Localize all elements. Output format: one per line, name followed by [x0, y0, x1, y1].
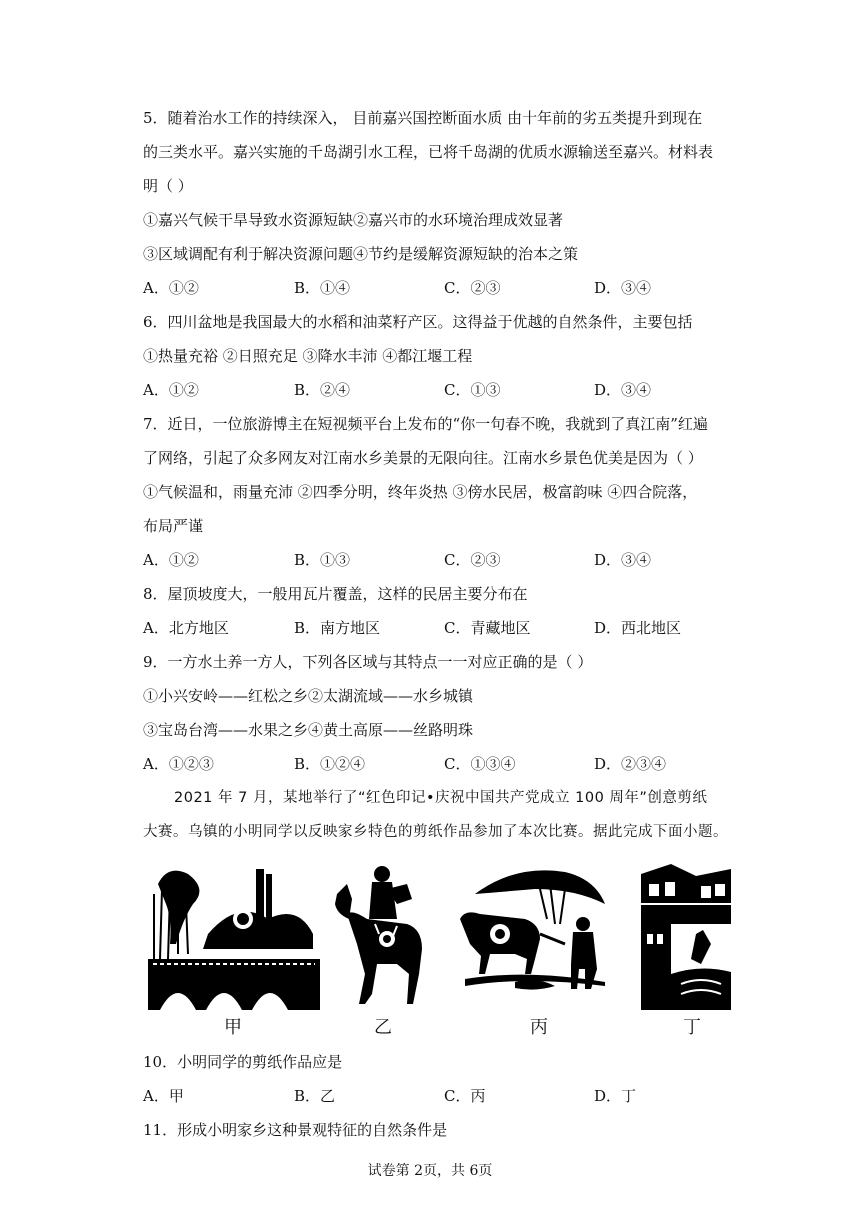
- q5-stem-line1: 5．随着治水工作的持续深入， 目前嘉兴国控断面水质 由十年前的劣五类提升到现在: [143, 109, 703, 127]
- q7-statement-1: ①气候温和，雨量充沛 ②四季分明，终年炎热 ③傍水民居，极富韵味 ④四合院落，: [143, 483, 698, 501]
- q8-option-b: B．南方地区: [294, 619, 381, 637]
- q6-statement-1: ①热量充裕 ②日照充足 ③降水丰沛 ④都江堰工程: [143, 347, 473, 365]
- q9-statement-2: ③宝岛台湾——水果之乡④黄土高原——丝路明珠: [143, 721, 474, 739]
- q9-option-c: C．①③④: [444, 755, 516, 773]
- caption-jia: 甲: [224, 1017, 242, 1038]
- intro-line1: 2021 年 7 月，某地举行了“红色印记•庆祝中国共产党成立 100 周年”创意剪纸: [174, 790, 708, 806]
- q9-option-a: A．①②③: [143, 755, 214, 773]
- q6-option-b: B．②④: [294, 381, 351, 399]
- q8-option-c: C．青藏地区: [444, 619, 531, 637]
- q5-stem-line2: 的三类水平。嘉兴实施的千岛湖引水工程，已将千岛湖的优质水源输送至嘉兴。材料表: [143, 143, 714, 161]
- q7-option-a: A．①②: [143, 551, 199, 569]
- caption-ding: 丁: [683, 1017, 701, 1038]
- q5-statement-1: ①嘉兴气候干旱导致水资源短缺②嘉兴市的水环境治理成效显著: [143, 211, 564, 229]
- q5-statement-2: ③区域调配有利于解决资源问题④节约是缓解资源短缺的治本之策: [143, 245, 579, 263]
- q7-stem-line2: 了网络，引起了众多网友对江南水乡美景的无限向往。江南水乡景色优美是因为（ ）: [143, 449, 703, 467]
- q7-option-b: B．①③: [294, 551, 351, 569]
- q5-stem-line3: 明（ ）: [143, 177, 193, 195]
- q5-option-a: A．①②: [143, 279, 199, 297]
- q10-option-c: C．丙: [444, 1087, 486, 1105]
- q6-option-a: A．①②: [143, 381, 199, 399]
- q9-statement-1: ①小兴安岭——红松之乡②太湖流域——水乡城镇: [143, 687, 474, 705]
- page-footer: 试卷第 2页，共 6页: [367, 1163, 493, 1179]
- papercut-bing-image: [455, 864, 611, 1010]
- q8-stem: 8．屋顶坡度大，一般用瓦片覆盖，这样的民居主要分布在: [143, 585, 528, 603]
- q10-option-b: B．乙: [294, 1087, 336, 1105]
- q9-option-b: B．①②④: [294, 755, 366, 773]
- q7-option-d: D．③④: [594, 551, 652, 569]
- caption-bing: 丙: [530, 1017, 548, 1038]
- q6-stem: 6．四川盆地是我国最大的水稻和油菜籽产区。这得益于优越的自然条件，主要包括: [143, 313, 693, 331]
- q7-option-c: C．②③: [444, 551, 501, 569]
- q5-option-b: B．①④: [294, 279, 351, 297]
- papercut-jia-image: [148, 864, 320, 1010]
- q10-option-a: A．甲: [143, 1087, 184, 1105]
- q7-stem-line1: 7．近日，一位旅游博主在短视频平台上发布的“你一句春不晚，我就到了真江南”红遍: [143, 415, 708, 433]
- q6-option-d: D．③④: [594, 381, 652, 399]
- q7-statement-2: 布局严谨: [143, 517, 204, 535]
- q11-stem: 11．形成小明家乡这种景观特征的自然条件是: [143, 1121, 448, 1139]
- caption-yi: 乙: [374, 1017, 392, 1038]
- q8-option-a: A．北方地区: [143, 619, 229, 637]
- q9-option-d: D．②③④: [594, 755, 667, 773]
- q9-stem: 9．一方水土养一方人，下列各区域与其特点一一对应正确的是（ ）: [143, 653, 593, 671]
- intro-line2: 大赛。乌镇的小明同学以反映家乡特色的剪纸作品参加了本次比赛。据此完成下面小题。: [143, 824, 728, 840]
- papercut-yi-image: [327, 864, 433, 1010]
- q6-option-c: C．①③: [444, 381, 501, 399]
- papercut-ding-image: [641, 864, 731, 1010]
- q10-stem: 10．小明同学的剪纸作品应是: [143, 1053, 343, 1071]
- q5-option-d: D．③④: [594, 279, 652, 297]
- q8-option-d: D．西北地区: [594, 619, 682, 637]
- q5-option-c: C．②③: [444, 279, 501, 297]
- q10-option-d: D．丁: [594, 1087, 637, 1105]
